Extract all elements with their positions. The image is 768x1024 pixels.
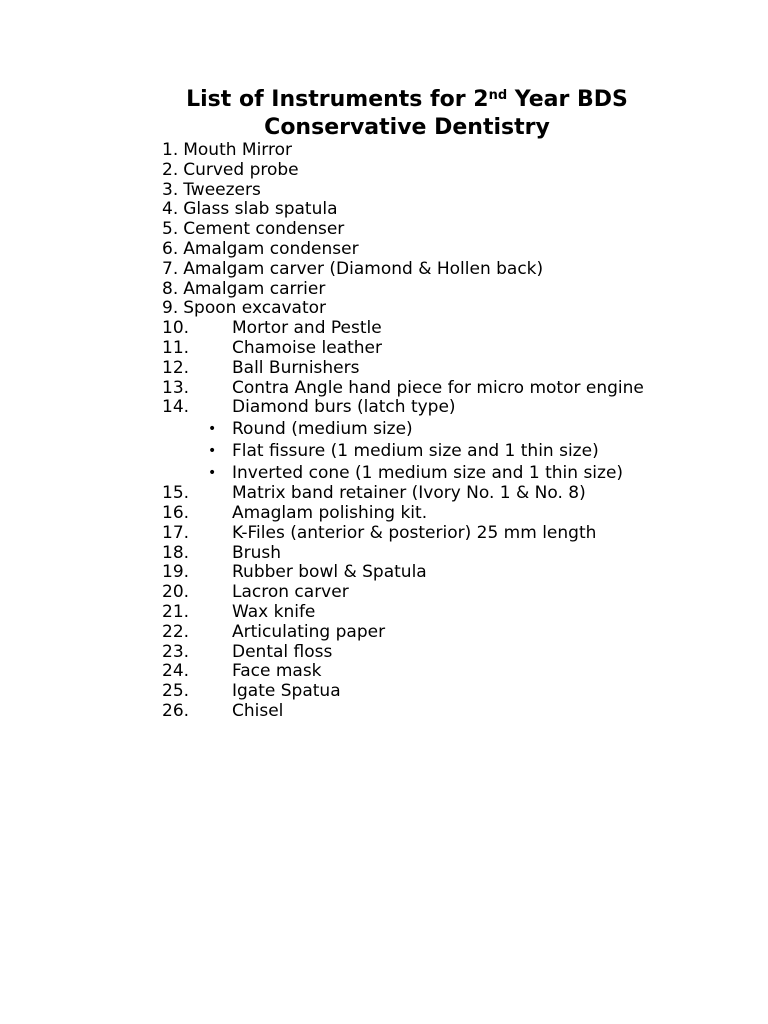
list-item (162, 662, 644, 682)
list-item (162, 240, 644, 260)
sub-item-text: Inverted cone (1 medium size and 1 thin size) (232, 463, 624, 484)
bullet-icon: • (208, 465, 217, 482)
item-text: Amaglam polishing kit. (232, 502, 428, 523)
item-number: 26. (162, 700, 190, 721)
item-text: K-Files (anterior & posterior) 25 mm length (232, 522, 597, 543)
item-text: Tweezers (183, 179, 261, 200)
list-item (162, 524, 644, 544)
item-text: Amalgam carver (Diamond & Hollen back) (183, 258, 544, 279)
item-text: Matrix band retainer (Ivory No. 1 & No. 8) (232, 483, 586, 504)
list-item (162, 623, 644, 643)
item-number: 22. (162, 621, 190, 642)
item-number: 12. (162, 357, 190, 378)
list-item (162, 200, 644, 220)
item-text: Glass slab spatula (183, 199, 338, 220)
list-item (162, 299, 644, 319)
list-item (162, 379, 644, 399)
item-text: Articulating paper (232, 621, 386, 642)
title-superscript: nd (488, 88, 508, 103)
item-number: 4. (162, 199, 179, 220)
list-item (162, 161, 644, 181)
item-text: Brush (232, 542, 282, 563)
list-item (162, 583, 644, 603)
item-number: 2. (162, 159, 179, 180)
item-text: Amalgam carrier (183, 278, 326, 299)
bullet-icon: • (208, 421, 217, 438)
item-number: 6. (162, 238, 179, 259)
document-title-line-1 (0, 86, 768, 114)
item-number: 5. (162, 219, 179, 240)
list-item (162, 220, 644, 240)
item-text: Cement condenser (183, 219, 345, 240)
item-number: 7. (162, 258, 179, 279)
list-item (162, 563, 644, 583)
list-item (162, 359, 644, 379)
list-item (162, 643, 644, 663)
list-item (162, 319, 644, 339)
list-item (162, 702, 644, 722)
item-number: 24. (162, 661, 190, 682)
item-number: 23. (162, 641, 190, 662)
list-item (162, 260, 644, 280)
item-number: 14. (162, 397, 190, 418)
item-number: 18. (162, 542, 190, 563)
title-text-end: Year BDS (507, 87, 628, 112)
sub-list-item (162, 462, 644, 484)
sub-list-item (162, 440, 644, 462)
list-item (162, 484, 644, 504)
item-text: Ball Burnishers (232, 357, 360, 378)
sub-item-text: Round (medium size) (232, 419, 413, 440)
item-text: Mouth Mirror (183, 140, 293, 160)
document-title-line-2: Conservative Dentistry (264, 115, 550, 140)
item-number: 13. (162, 377, 190, 398)
item-text: Curved probe (183, 159, 299, 180)
list-item (162, 504, 644, 524)
item-number: 15. (162, 483, 190, 504)
item-text: Dental floss (232, 641, 333, 662)
list-item (162, 181, 644, 201)
item-text: Amalgam condenser (183, 238, 359, 259)
item-number: 19. (162, 562, 190, 583)
item-number: 16. (162, 502, 190, 523)
item-number: 3. (162, 179, 179, 200)
list-item (162, 141, 644, 161)
list-item (162, 280, 644, 300)
sub-item-text: Flat fissure (1 medium size and 1 thin size) (232, 441, 599, 462)
item-number: 10. (162, 318, 190, 339)
item-number: 20. (162, 582, 190, 603)
list-item (162, 339, 644, 359)
item-text: Lacron carver (232, 582, 349, 603)
instrument-list (162, 141, 644, 722)
item-number: 21. (162, 601, 190, 622)
item-number: 11. (162, 337, 190, 358)
item-text: Spoon excavator (183, 298, 327, 319)
item-number: 17. (162, 522, 190, 543)
item-text: Face mask (232, 661, 322, 682)
item-text: Wax knife (232, 601, 316, 622)
item-number: 1. (162, 140, 179, 160)
item-number: 9. (162, 298, 179, 319)
title-text: List of Instruments for 2 (186, 87, 489, 112)
bullet-icon: • (208, 443, 217, 460)
item-text: Diamond burs (latch type) (232, 397, 456, 418)
list-item (162, 603, 644, 623)
item-text: Rubber bowl & Spatula (232, 562, 427, 583)
list-item (162, 682, 644, 702)
item-text: Contra Angle hand piece for micro motor engine (232, 377, 644, 398)
list-item (162, 398, 644, 418)
item-text: Mortor and Pestle (232, 318, 382, 339)
item-text: Chamoise leather (232, 337, 382, 358)
list-item (162, 544, 644, 564)
sub-list-item (162, 418, 644, 440)
item-text: Igate Spatua (232, 681, 341, 702)
item-number: 8. (162, 278, 179, 299)
item-number: 25. (162, 681, 190, 702)
item-text: Chisel (232, 700, 284, 721)
